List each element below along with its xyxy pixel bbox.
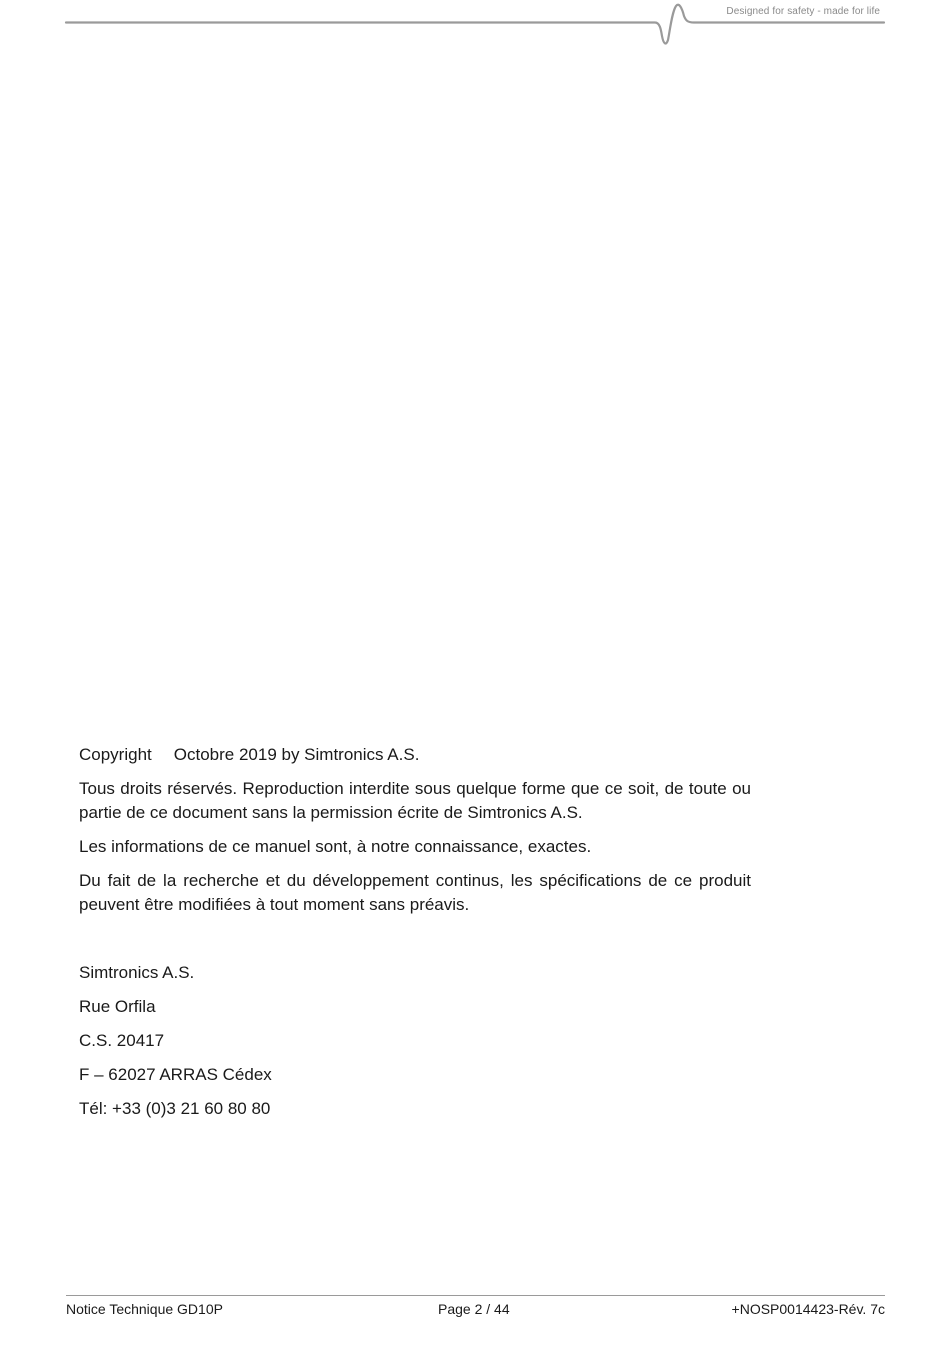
header-tagline: Designed for safety - made for life: [726, 6, 880, 17]
footer-document-reference: +NOSP0014423-Rév. 7c: [731, 1301, 885, 1317]
footer-document-title: Notice Technique GD10P: [66, 1301, 223, 1317]
address-company-name: Simtronics A.S.: [79, 963, 195, 982]
address-postal-box: C.S. 20417: [79, 1031, 165, 1050]
copyright-section: [79, 743, 751, 927]
copyright-line: [79, 743, 751, 767]
address-city: F – 62027 ARRAS Cédex: [79, 1065, 272, 1084]
company-address: [79, 961, 272, 1131]
footer-divider: [66, 1295, 885, 1296]
address-street: Rue Orfila: [79, 997, 156, 1016]
address-phone: Tél: +33 (0)3 21 60 80 80: [79, 1099, 271, 1118]
copyright-label: Copyright: [79, 745, 152, 764]
accuracy-paragraph: Les informations de ce manuel sont, à notre connaissance, exactes.: [79, 837, 592, 856]
copyright-text: Octobre 2019 by Simtronics A.S.: [173, 745, 420, 764]
footer-page-number: Page 2 / 44: [438, 1301, 510, 1317]
rights-paragraph: Tous droits réservés. Reproduction interdite sous quelque forme que ce soit, de toute ou partie de ce document sans la permission écrite de Simtronics A.S.: [79, 779, 751, 822]
specifications-paragraph: Du fait de la recherche et du développement continus, les spécifications de ce produit peuvent être modifiées à tout moment sans préavis.: [79, 871, 751, 914]
